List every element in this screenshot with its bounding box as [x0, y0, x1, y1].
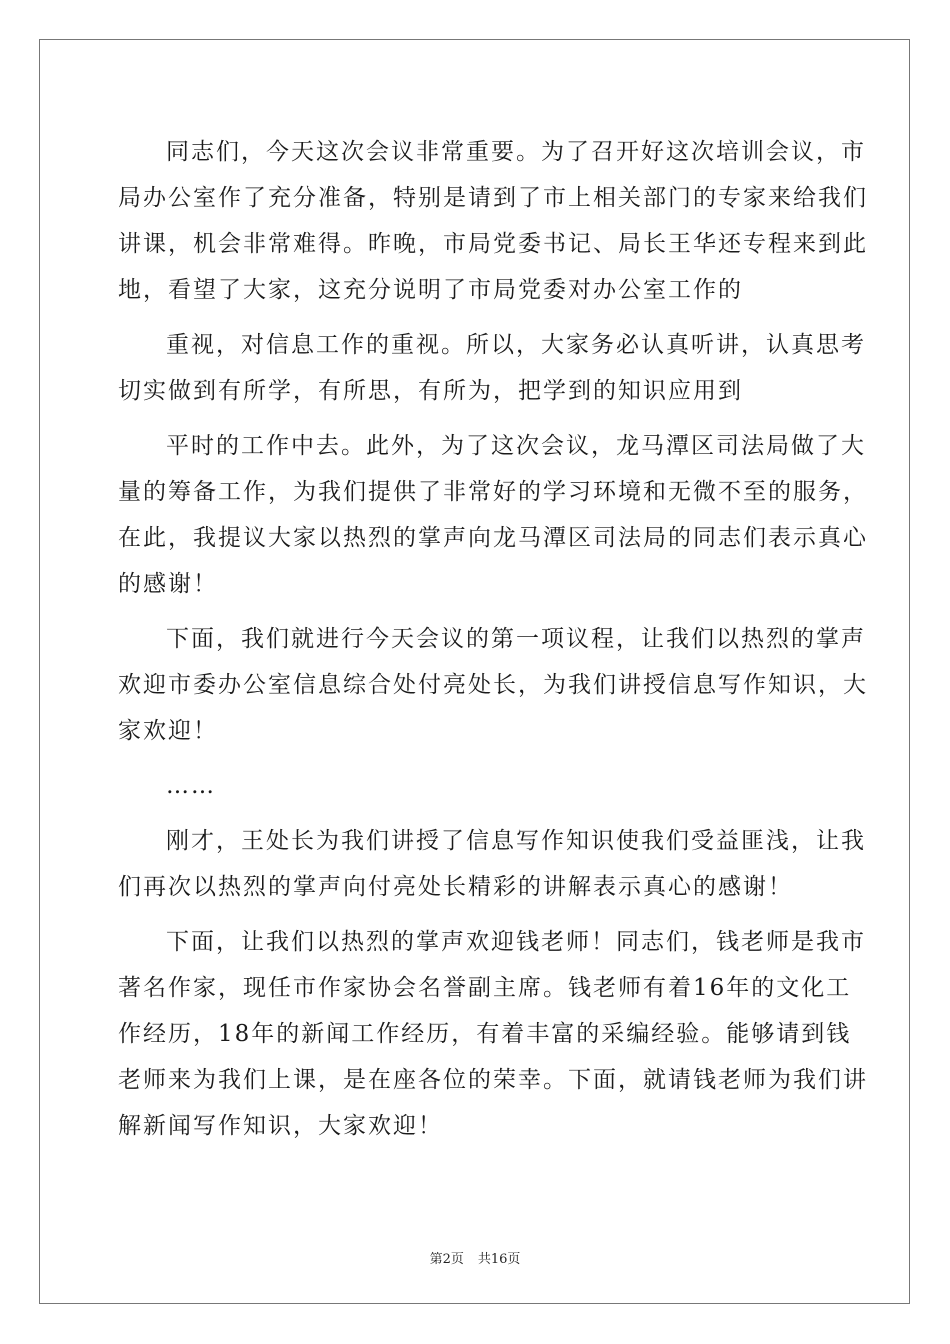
text-line: 刚才，王处长为我们讲授了信息写作知识使我们受益匪浅，让我	[166, 828, 866, 854]
text-line: 们再次以热烈的掌声向付亮处长精彩的讲解表示真心的感谢！	[118, 874, 793, 900]
text-line: 重视，对信息工作的重视。所以，大家务必认真听讲，认真思考	[166, 332, 866, 358]
text-line: 老师来为我们上课，是在座各位的荣幸。下面，就请钱老师为我们讲	[118, 1067, 868, 1093]
text-line: 作经历，18年的新闻工作经历，有着丰富的采编经验。能够请到钱	[118, 1021, 852, 1047]
page-number: 第2页	[429, 1252, 464, 1267]
text-line: 欢迎市委办公室信息综合处付亮处长，为我们讲授信息写作知识，大	[118, 672, 868, 698]
page-total: 共16页	[477, 1252, 521, 1267]
text-line: 的感谢！	[118, 571, 218, 597]
text-line: 讲课，机会非常难得。昨晚，市局党委书记、局长王华还专程来到此	[118, 231, 868, 257]
text-line: ……	[166, 773, 216, 799]
paragraph	[118, 616, 868, 754]
text-line: 切实做到有所学，有所思，有所为，把学到的知识应用到	[118, 378, 743, 404]
text-line: 同志们，今天这次会议非常重要。为了召开好这次培训会议，市	[166, 139, 866, 165]
text-line: 平时的工作中去。此外，为了这次会议，龙马潭区司法局做了大	[166, 433, 866, 459]
paragraph	[118, 322, 866, 414]
paragraph	[118, 818, 866, 910]
text-line: 下面，让我们以热烈的掌声欢迎钱老师！同志们，钱老师是我市	[166, 929, 866, 955]
text-line: 下面，我们就进行今天会议的第一项议程，让我们以热烈的掌声	[166, 626, 866, 652]
document-body	[118, 129, 868, 1149]
paragraph	[118, 763, 833, 809]
text-line: 在此，我提议大家以热烈的掌声向龙马潭区司法局的同志们表示真心	[118, 525, 868, 551]
text-line: 著名作家，现任市作家协会名誉副主席。钱老师有着16年的文化工	[118, 975, 852, 1001]
paragraph	[118, 423, 868, 607]
paragraph	[118, 129, 868, 313]
text-line: 解新闻写作知识，大家欢迎！	[118, 1113, 443, 1139]
text-line: 局办公室作了充分准备，特别是请到了市上相关部门的专家来给我们	[118, 185, 868, 211]
text-line: 量的筹备工作，为我们提供了非常好的学习环境和无微不至的服务，	[118, 479, 868, 505]
page-footer	[0, 1248, 950, 1267]
paragraph	[118, 919, 868, 1149]
text-line: 家欢迎！	[118, 718, 218, 744]
text-line: 地，看望了大家，这充分说明了市局党委对办公室工作的	[118, 277, 743, 303]
